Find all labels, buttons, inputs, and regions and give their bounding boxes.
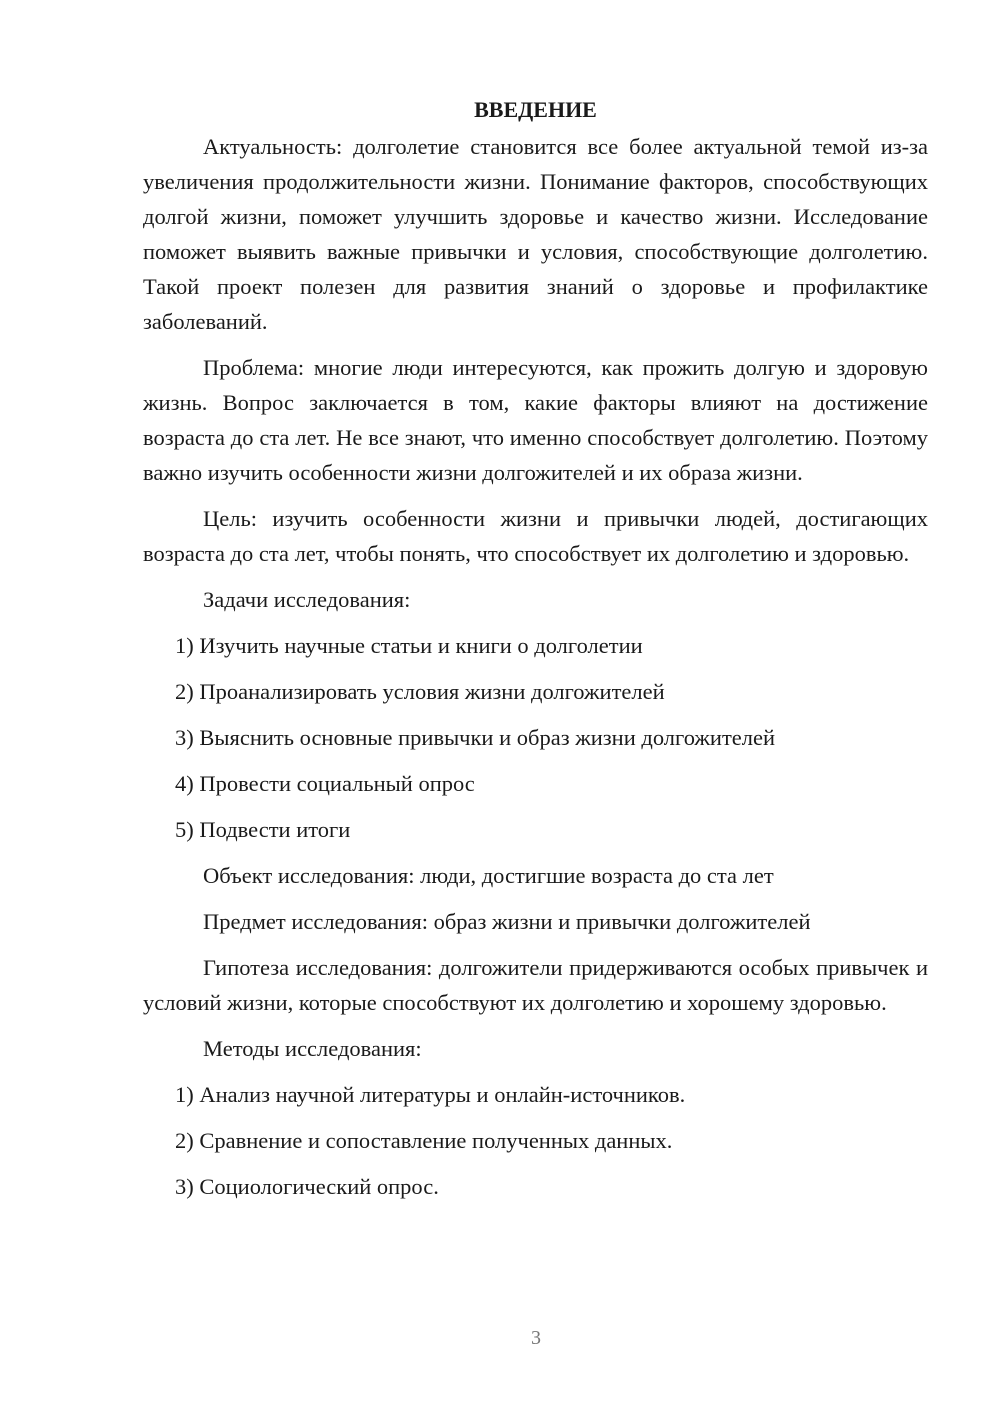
tasks-list [143,628,928,847]
relevance-paragraph: Актуальность: долголетие становится все более актуальной темой из-за увеличения продолжительности жизни. Понимание факторов, способствующих долгой жизни, поможет улучшить здоровье и качество жизни. Исследование поможет выявить важные привычки и условия, способствующие долголетию. Такой проект полезен для развития знаний о здоровье и профилактике заболеваний. [143,134,928,334]
list-item: 1) Изучить научные статьи и книги о долголетии [175,633,643,658]
goal-paragraph: Цель: изучить особенности жизни и привычки людей, достигающих возраста до ста лет, чтобы понять, что способствует их долголетию и здоровью. [143,506,928,566]
problem-paragraph: Проблема: многие люди интересуются, как прожить долгую и здоровую жизнь. Вопрос заключается в том, какие факторы влияют на достижение возраста до ста лет. Не все знают, что именно способствует долголетию. Поэтому важно изучить особенности жизни долгожителей и их образа жизни. [143,355,928,485]
subject-line: Предмет исследования: образ жизни и привычки долгожителей [203,909,811,934]
page-title: ВВЕДЕНИЕ [474,97,597,122]
list-item: 1) Анализ научной литературы и онлайн-источников. [175,1082,686,1107]
list-item: 2) Проанализировать условия жизни долгожителей [175,679,665,704]
list-item: 5) Подвести итоги [175,817,351,842]
list-item: 3) Социологический опрос. [175,1174,439,1199]
hypothesis-paragraph: Гипотеза исследования: долгожители придерживаются особых привычек и условий жизни, которые способствуют их долголетию и хорошему здоровью. [143,955,928,1015]
list-item: 2) Сравнение и сопоставление полученных данных. [175,1128,673,1153]
list-item: 4) Провести социальный опрос [175,771,475,796]
list-item: 3) Выяснить основные привычки и образ жизни долгожителей [175,725,776,750]
methods-list [143,1077,928,1204]
tasks-heading: Задачи исследования: [203,587,411,612]
methods-heading: Методы исследования: [203,1036,422,1061]
page-number: 3 [531,1327,541,1349]
page-content [143,92,928,1215]
object-line: Объект исследования: люди, достигшие возраста до ста лет [203,863,774,888]
